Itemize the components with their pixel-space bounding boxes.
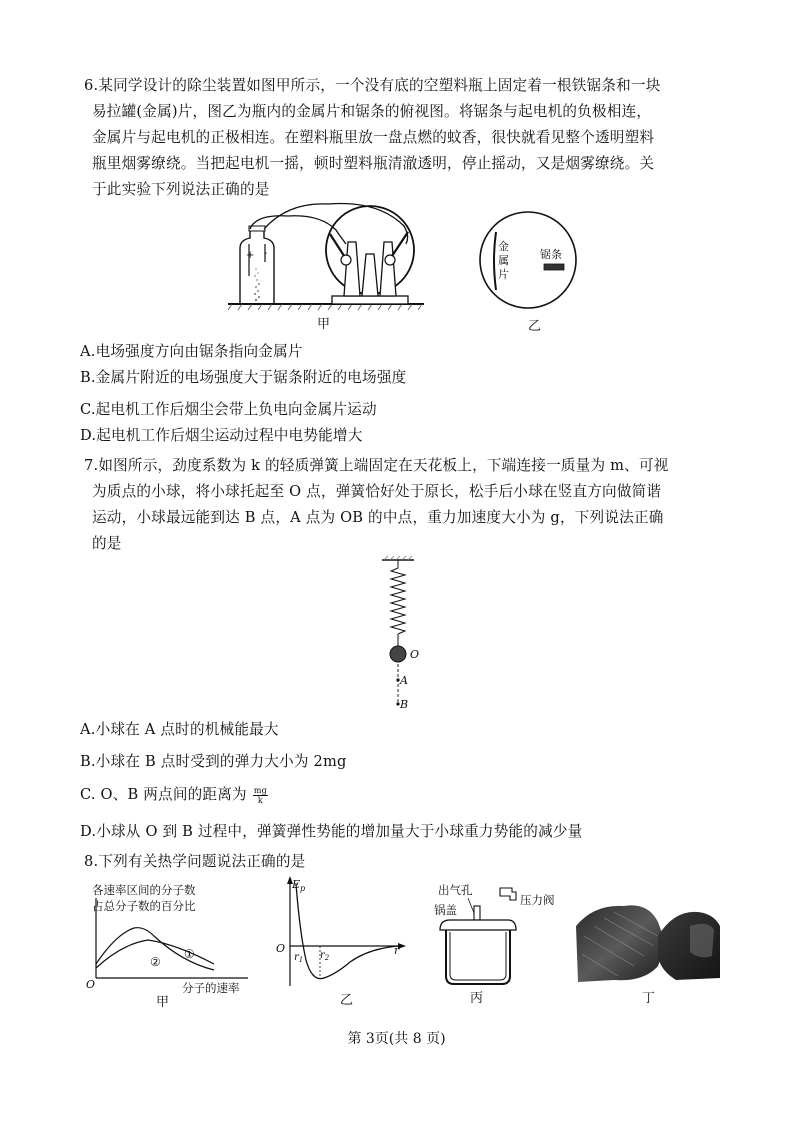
q6-line-1: 6.某同学设计的除尘装置如图甲所示，一个没有底的空塑料瓶上固定着一根铁锯条和一块 (84, 77, 661, 94)
q6-line-4: 瓶里烟雾缭绕。当把起电机一摇，顿时塑料瓶清澈透明，停止摇动，又是烟雾缭绕。关 (92, 155, 655, 172)
q7-spring-figure (374, 556, 434, 716)
r2-label: $r_2$ (320, 950, 330, 962)
curve-2-label: ② (150, 955, 161, 969)
q8-figure-jia (86, 878, 262, 1014)
q7-option-c-text: C. O、B 两点间的距离为 (80, 786, 247, 803)
fraction-numerator: mg (253, 785, 267, 795)
ep-label: $E_p$ (292, 878, 306, 893)
valve-label: 压力阀 (520, 893, 555, 907)
label-o: O (410, 648, 420, 661)
q8-figure-yi (270, 874, 412, 1014)
curve-1-label: ① (184, 947, 195, 961)
q6-figure-yi (484, 212, 584, 340)
rock-fragment-left (576, 905, 666, 982)
q7-option-b: B.小球在 B 点时受到的弹力大小为 2mg (80, 753, 347, 770)
metal-label-3: 片 (498, 268, 509, 281)
q6-line-2: 易拉罐(金属)片，图乙为瓶内的金属片和锯条的俯视图。将锯条与起电机的负极相连， (92, 103, 652, 120)
q8-jia-xlabel: 分子的速率 (182, 981, 240, 995)
q6-option-d: D.起电机工作后烟尘运动过程中电势能增大 (80, 427, 363, 444)
q8-bing-caption: 丙 (470, 991, 484, 1006)
ball (390, 646, 406, 662)
q7-line-1: 7.如图所示，劲度系数为 k 的轻质弹簧上端固定在天花板上，下端连接一质量为 m、可视 (84, 457, 669, 474)
q7-option-c (80, 785, 268, 805)
q7-option-d: D.小球从 O 到 B 过程中，弹簧弹性势能的增加量大于小球重力势能的减少量 (80, 823, 583, 840)
metal-label-1: 金 (498, 240, 509, 253)
plus-sign: + (246, 250, 255, 261)
vent-label: 出气孔 (438, 883, 473, 897)
q8-ding-caption: 丁 (642, 991, 656, 1006)
pressure-valve-icon (500, 888, 516, 900)
minus-sign: - (264, 248, 268, 259)
label-b: B (400, 698, 409, 711)
q8-jia-origin: O (86, 978, 96, 991)
q8-figure-bing (430, 878, 560, 1014)
fraction-denominator: k (257, 795, 263, 805)
q8-yi-origin: O (276, 942, 286, 955)
saw-blade (544, 264, 564, 270)
q8-figure-ding (574, 896, 724, 1006)
metal-label-2: 属 (498, 254, 509, 267)
q6-option-b: B.金属片附近的电场强度大于锯条附近的电场强度 (80, 369, 407, 386)
q7-option-a: A.小球在 A 点时的机械能最大 (80, 721, 279, 738)
page-footer: 第 3页(共 8 页) (347, 1031, 446, 1047)
q6-option-a: A.电场强度方向由锯条指向金属片 (80, 343, 303, 360)
r-axis-label: r (394, 944, 400, 957)
q6-line-3: 金属片与起电机的正极相连。在塑料瓶里放一盘点燃的蚊香，很快就看见整个透明塑料 (92, 129, 655, 146)
q8-jia-ylabel-2: 占总分子数的百分比 (92, 899, 196, 913)
q6-line-5: 于此实验下列说法正确的是 (92, 181, 270, 198)
q7-line-3: 运动，小球最远能到达 B 点，A 点为 OB 的中点，重力加速度大小为 g，下列说法正确 (92, 509, 664, 526)
q8-yi-caption: 乙 (340, 993, 354, 1008)
fig-jia-caption: 甲 (317, 317, 331, 332)
q6-figure-jia (228, 196, 444, 340)
q6-option-c: C.起电机工作后烟尘会带上负电向金属片运动 (80, 401, 377, 418)
q7-line-4: 的是 (92, 535, 122, 552)
label-a: A (400, 674, 408, 687)
q7-line-2: 为质点的小球，将小球托起至 O 点，弹簧恰好处于原长，松手后小球在竖直方向做简谐 (92, 483, 662, 500)
q8-jia-caption: 甲 (156, 995, 170, 1010)
fig-yi-caption: 乙 (528, 319, 542, 334)
r1-label: $r_1$ (294, 952, 304, 964)
q8-title: 8.下列有关热学问题说法正确的是 (84, 853, 306, 870)
q8-jia-ylabel-1: 各速率区间的分子数 (92, 883, 196, 897)
saw-label: 锯条 (540, 248, 562, 261)
fraction-mg-over-k (253, 786, 268, 805)
lid-label: 锅盖 (434, 903, 457, 917)
